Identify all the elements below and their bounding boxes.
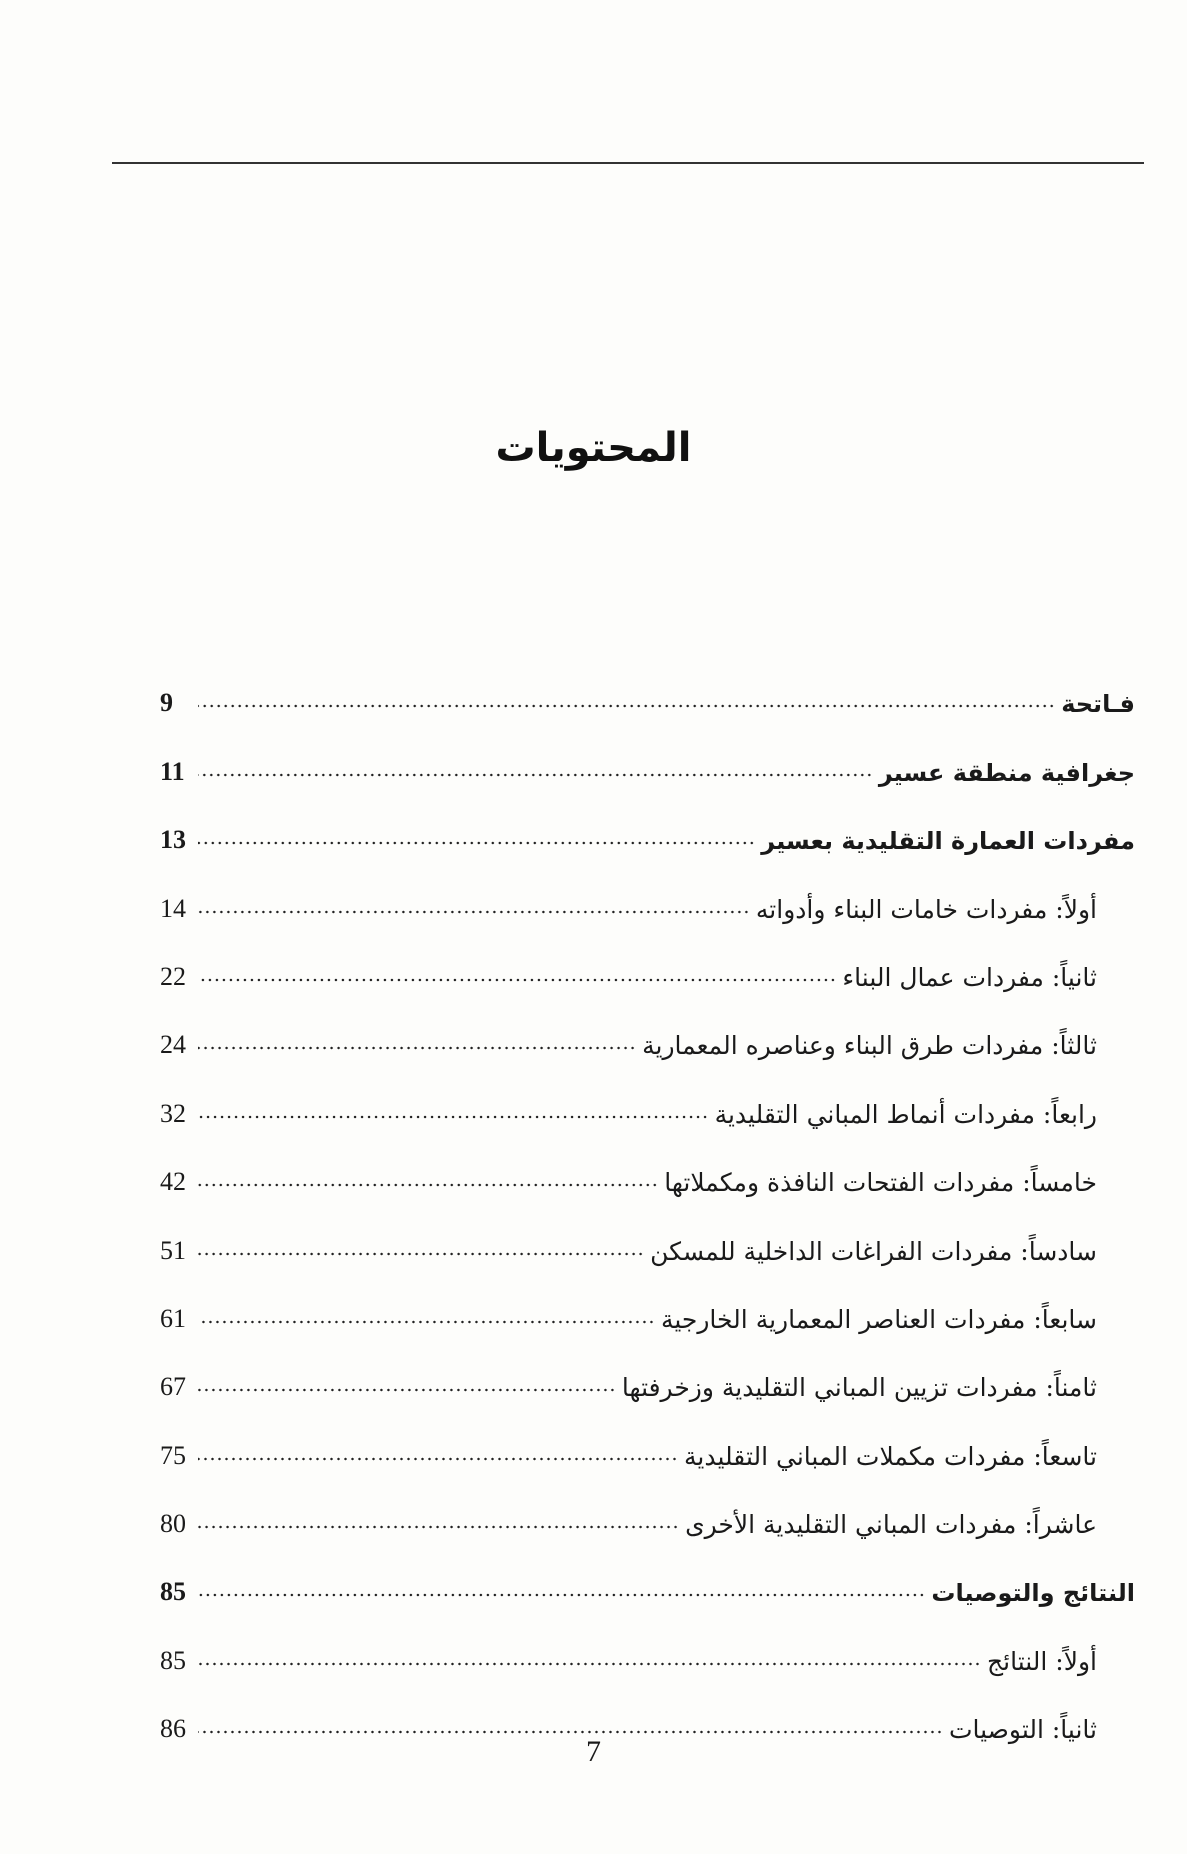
dot-leader: [198, 1046, 636, 1050]
page-title: المحتويات: [495, 425, 692, 471]
toc-entry-page: 24: [160, 1030, 186, 1060]
toc-entry-page: 85: [160, 1577, 186, 1607]
toc-entry[interactable]: [160, 992, 1135, 1060]
toc-entry-page: 11: [160, 756, 185, 786]
toc-entry-label: عاشراً: مفردات المباني التقليدية الأخرى: [685, 1510, 1097, 1540]
toc-entry-label: ثانياً: مفردات عمال البناء: [842, 962, 1097, 992]
toc-entry[interactable]: [160, 1060, 1135, 1128]
dot-leader: [198, 978, 836, 982]
toc-entry-page: 22: [160, 961, 186, 991]
toc-entry-label: ثانياً: التوصيات: [948, 1715, 1097, 1745]
page-number: 7: [586, 1735, 601, 1768]
toc-entry-label: تاسعاً: مفردات مكملات المباني التقليدية: [684, 1441, 1097, 1471]
dot-leader: [198, 1252, 644, 1256]
dot-leader: [198, 1388, 616, 1392]
toc-entry-page: 61: [160, 1303, 186, 1333]
toc-entry-label: سادساً: مفردات الفراغات الداخلية للمسكن: [650, 1236, 1097, 1266]
toc-entry-page: 80: [160, 1509, 186, 1539]
toc-entry[interactable]: [160, 1607, 1135, 1675]
toc-entry-page: 9: [160, 688, 173, 718]
toc-entry[interactable]: [160, 787, 1135, 855]
toc-entry-page: 13: [160, 825, 186, 855]
toc-entry[interactable]: [160, 1539, 1135, 1607]
dot-leader: [198, 704, 1055, 708]
toc-entry-page: 14: [160, 893, 186, 923]
toc-entry[interactable]: [160, 1676, 1135, 1744]
toc-entry-page: 75: [160, 1440, 186, 1470]
toc-entry[interactable]: [160, 1471, 1135, 1539]
toc-entry-page: 51: [160, 1235, 186, 1265]
toc-entry-label: رابعاً: مفردات أنماط المباني التقليدية: [714, 1099, 1097, 1129]
toc-entry-label: فـاتحة: [1061, 690, 1135, 719]
dot-leader: [198, 773, 873, 777]
dot-leader: [198, 841, 755, 845]
toc-entry[interactable]: [160, 1402, 1135, 1470]
toc-entry[interactable]: [160, 1197, 1135, 1265]
toc-entry[interactable]: [160, 1266, 1135, 1334]
toc-entry-label: أولاً: النتائج: [986, 1646, 1097, 1676]
toc-entry-page: 32: [160, 1098, 186, 1128]
toc-entry-page: 67: [160, 1372, 186, 1402]
dot-leader: [198, 1183, 658, 1187]
toc-entry-label: جغرافية منطقة عسير: [878, 758, 1135, 787]
header-rule: [112, 162, 1144, 164]
toc-entry-label: ثالثاً: مفردات طرق البناء وعناصره المعمارية: [642, 1031, 1097, 1061]
dot-leader: [198, 1593, 925, 1597]
toc-entry-label: ثامناً: مفردات تزيين المباني التقليدية وزخرفتها: [621, 1373, 1097, 1403]
toc-entry-page: 42: [160, 1167, 186, 1197]
dot-leader: [198, 910, 750, 914]
toc-entry-label: مفردات العمارة التقليدية بعسير: [761, 827, 1135, 856]
toc-entry-page: 86: [160, 1714, 186, 1744]
toc-entry[interactable]: [160, 718, 1135, 786]
toc-entry-label: أولاً: مفردات خامات البناء وأدواته: [755, 894, 1097, 924]
dot-leader: [198, 1457, 678, 1461]
toc-entry[interactable]: [160, 1334, 1135, 1402]
toc-entry[interactable]: [160, 855, 1135, 923]
table-of-contents: [160, 650, 1135, 1744]
dot-leader: [198, 1320, 655, 1324]
dot-leader: [198, 1115, 709, 1119]
toc-entry[interactable]: [160, 1129, 1135, 1197]
toc-entry-label: خامساً: مفردات الفتحات النافذة ومكملاتها: [664, 1168, 1097, 1198]
dot-leader: [198, 1525, 679, 1529]
toc-entry[interactable]: [160, 924, 1135, 992]
dot-leader: [198, 1730, 943, 1734]
toc-entry-label: النتائج والتوصيات: [931, 1579, 1135, 1608]
dot-leader: [198, 1662, 981, 1666]
toc-entry-label: سابعاً: مفردات العناصر المعمارية الخارجية: [660, 1304, 1097, 1334]
toc-entry[interactable]: [160, 650, 1135, 718]
toc-entry-page: 85: [160, 1645, 186, 1675]
